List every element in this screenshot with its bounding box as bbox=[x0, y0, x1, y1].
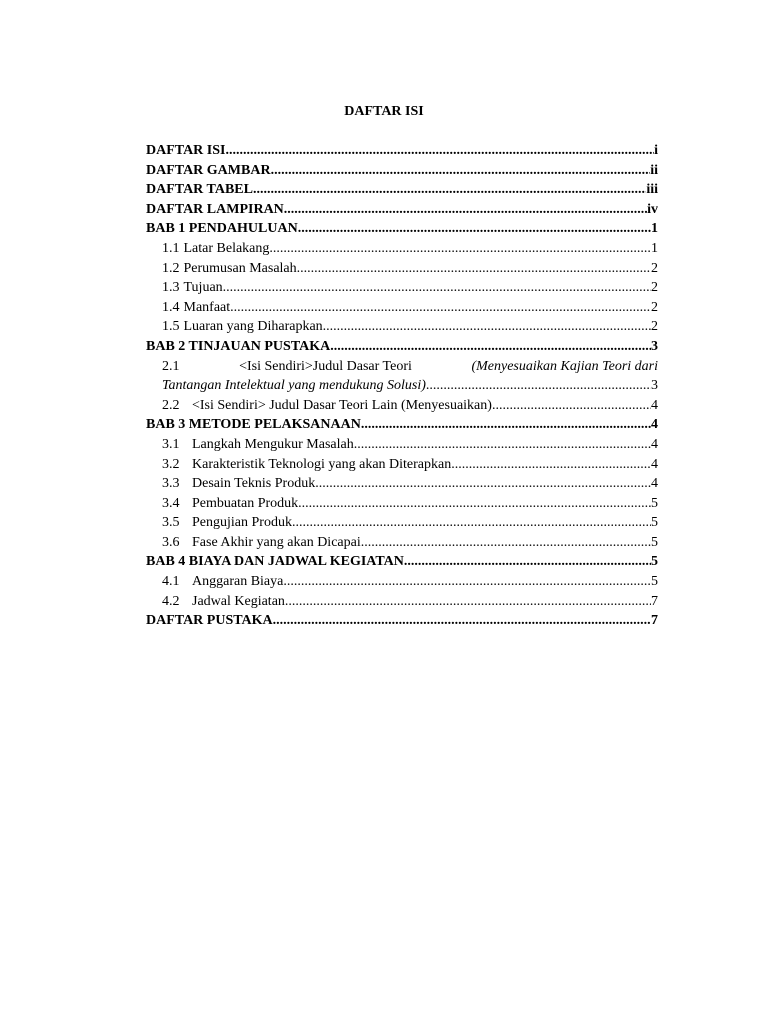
toc-leader-dots bbox=[315, 474, 651, 494]
toc-entry-daftar-lampiran[interactable] bbox=[146, 200, 658, 220]
toc-leader-dots bbox=[404, 552, 651, 572]
toc-entry-label: BAB 4 BIAYA DAN JADWAL KEGIATAN bbox=[146, 554, 404, 570]
table-of-contents bbox=[146, 141, 658, 631]
toc-leader-dots bbox=[323, 317, 651, 337]
toc-leader-dots bbox=[273, 611, 651, 631]
toc-entry-page: 2 bbox=[651, 280, 658, 296]
toc-entry-label: Karakteristik Teknologi yang akan Diterapkan bbox=[192, 456, 452, 472]
toc-entry-label: Perumusan Masalah bbox=[183, 260, 297, 276]
toc-entry-number: 3.3 bbox=[162, 476, 180, 492]
toc-entry-label: Manfaat bbox=[183, 299, 231, 315]
toc-entry-page: 5 bbox=[651, 534, 658, 550]
toc-entry-page: 3 bbox=[651, 338, 658, 354]
toc-leader-dots bbox=[253, 180, 646, 200]
toc-leader-dots bbox=[225, 141, 654, 161]
toc-leader-dots bbox=[223, 278, 651, 298]
toc-entry-page: 4 bbox=[651, 397, 658, 413]
toc-entry-number: 3.4 bbox=[162, 495, 180, 511]
toc-entry-label: DAFTAR LAMPIRAN bbox=[146, 201, 284, 217]
toc-entry-page: 1 bbox=[651, 240, 658, 256]
toc-entry-label: Langkah Mengukur Masalah bbox=[192, 436, 354, 452]
toc-leader-dots bbox=[292, 513, 651, 533]
toc-entry-page: iv bbox=[647, 201, 658, 217]
toc-entry-page: 4 bbox=[651, 476, 658, 492]
toc-entry-page: 2 bbox=[651, 299, 658, 315]
toc-entry-label: DAFTAR GAMBAR bbox=[146, 162, 271, 178]
toc-leader-dots bbox=[285, 592, 651, 612]
toc-entry-number: 1.5 bbox=[162, 319, 180, 335]
toc-entry-page: 2 bbox=[651, 319, 658, 335]
toc-entry-3-1[interactable] bbox=[146, 435, 658, 455]
toc-entry-daftar-gambar[interactable] bbox=[146, 161, 658, 181]
toc-entry-label: Desain Teknis Produk bbox=[192, 476, 316, 492]
toc-entry-daftar-isi[interactable] bbox=[146, 141, 658, 161]
toc-entry-daftar-tabel[interactable] bbox=[146, 180, 658, 200]
toc-entry-page: ii bbox=[650, 162, 658, 178]
toc-entry-2-2[interactable] bbox=[146, 396, 658, 416]
toc-entry-1-5[interactable] bbox=[146, 317, 658, 337]
toc-leader-dots bbox=[354, 435, 651, 455]
toc-entry-bab-4[interactable] bbox=[146, 552, 658, 572]
toc-entry-page: 4 bbox=[651, 436, 658, 452]
toc-entry-1-1[interactable] bbox=[146, 239, 658, 259]
toc-entry-number: 3.1 bbox=[162, 436, 180, 452]
toc-entry-3-2[interactable] bbox=[146, 455, 658, 475]
toc-leader-dots bbox=[298, 219, 651, 239]
toc-entry-label: Anggaran Biaya bbox=[192, 574, 284, 590]
toc-entry-label: <Isi Sendiri>Judul Dasar Teori bbox=[239, 358, 412, 374]
toc-entry-number: 1.3 bbox=[162, 280, 180, 296]
toc-entry-page: 2 bbox=[651, 260, 658, 276]
toc-leader-dots bbox=[361, 415, 651, 435]
page-title: DAFTAR ISI bbox=[344, 104, 424, 119]
toc-entry-page: 7 bbox=[651, 613, 658, 629]
toc-entry-label: BAB 2 TINJAUAN PUSTAKA bbox=[146, 338, 331, 354]
toc-entry-2-1[interactable] bbox=[146, 357, 658, 396]
toc-entry-number: 3.2 bbox=[162, 456, 180, 472]
toc-entry-3-5[interactable] bbox=[146, 513, 658, 533]
toc-entry-bab-3[interactable] bbox=[146, 415, 658, 435]
toc-entry-label: DAFTAR TABEL bbox=[146, 182, 253, 198]
toc-entry-page: i bbox=[654, 143, 658, 158]
toc-entry-number: 1.2 bbox=[162, 260, 180, 276]
toc-entry-label: Latar Belakang bbox=[183, 240, 270, 256]
toc-entry-daftar-pustaka[interactable] bbox=[146, 611, 658, 631]
toc-entry-page: 5 bbox=[651, 515, 658, 531]
toc-entry-1-4[interactable] bbox=[146, 298, 658, 318]
toc-entry-page: 3 bbox=[651, 378, 658, 394]
toc-entry-label: Fase Akhir yang akan Dicapai bbox=[192, 534, 361, 550]
toc-leader-dots bbox=[283, 572, 651, 592]
toc-leader-dots bbox=[297, 259, 651, 279]
toc-leader-dots bbox=[271, 161, 651, 181]
toc-entry-number: 2.1 bbox=[162, 358, 180, 374]
toc-entry-3-3[interactable] bbox=[146, 474, 658, 494]
toc-entry-number: 3.5 bbox=[162, 515, 180, 531]
toc-leader-dots bbox=[269, 239, 651, 259]
toc-entry-number: 3.6 bbox=[162, 534, 180, 550]
toc-entry-1-2[interactable] bbox=[146, 259, 658, 279]
toc-leader-dots bbox=[284, 200, 647, 220]
toc-entry-4-2[interactable] bbox=[146, 592, 658, 612]
toc-leader-dots bbox=[230, 298, 651, 318]
toc-entry-1-3[interactable] bbox=[146, 278, 658, 298]
toc-entry-line-1 bbox=[146, 357, 658, 377]
toc-entry-number: 1.4 bbox=[162, 299, 180, 315]
toc-entry-number: 4.1 bbox=[162, 574, 180, 590]
toc-entry-page: 5 bbox=[651, 554, 658, 570]
toc-entry-line-2 bbox=[146, 376, 658, 396]
toc-entry-4-1[interactable] bbox=[146, 572, 658, 592]
toc-leader-dots bbox=[298, 494, 651, 514]
toc-entry-label: <Isi Sendiri> Judul Dasar Teori Lain (Menyesuaikan) bbox=[192, 397, 492, 413]
toc-leader-dots bbox=[361, 533, 651, 553]
toc-entry-label: Tujuan bbox=[183, 280, 223, 296]
toc-entry-label: Luaran yang Diharapkan bbox=[183, 319, 323, 335]
toc-leader-dots bbox=[426, 376, 651, 396]
toc-entry-label-italic: (Menyesuaikan Kajian Teori dari bbox=[471, 358, 658, 374]
toc-entry-page: 4 bbox=[651, 417, 658, 433]
toc-entry-label: BAB 1 PENDAHULUAN bbox=[146, 221, 298, 237]
toc-leader-dots bbox=[330, 337, 651, 357]
toc-entry-number: 1.1 bbox=[162, 240, 180, 256]
toc-entry-label: DAFTAR PUSTAKA bbox=[146, 613, 273, 629]
toc-entry-bab-1[interactable] bbox=[146, 219, 658, 239]
toc-entry-page: 5 bbox=[651, 495, 658, 511]
toc-entry-number: 4.2 bbox=[162, 593, 180, 609]
toc-entry-number: 2.2 bbox=[162, 397, 180, 413]
toc-entry-page: 7 bbox=[651, 593, 658, 609]
toc-entry-label: Pembuatan Produk bbox=[192, 495, 299, 511]
toc-entry-label: Jadwal Kegiatan bbox=[192, 593, 285, 609]
toc-entry-label: Pengujian Produk bbox=[192, 515, 292, 531]
toc-entry-page: iii bbox=[646, 182, 658, 198]
toc-entry-label: BAB 3 METODE PELAKSANAAN bbox=[146, 417, 361, 433]
toc-entry-page: 5 bbox=[651, 574, 658, 590]
toc-leader-dots bbox=[492, 396, 651, 416]
toc-entry-bab-2[interactable] bbox=[146, 337, 658, 357]
toc-leader-dots bbox=[451, 455, 651, 475]
toc-entry-3-4[interactable] bbox=[146, 494, 658, 514]
toc-entry-page: 1 bbox=[651, 221, 658, 237]
toc-entry-page: 4 bbox=[651, 456, 658, 472]
toc-entry-3-6[interactable] bbox=[146, 533, 658, 553]
toc-entry-label: DAFTAR ISI bbox=[146, 143, 226, 158]
toc-entry-label-italic: Tantangan Intelektual yang mendukung Solusi) bbox=[162, 378, 426, 394]
